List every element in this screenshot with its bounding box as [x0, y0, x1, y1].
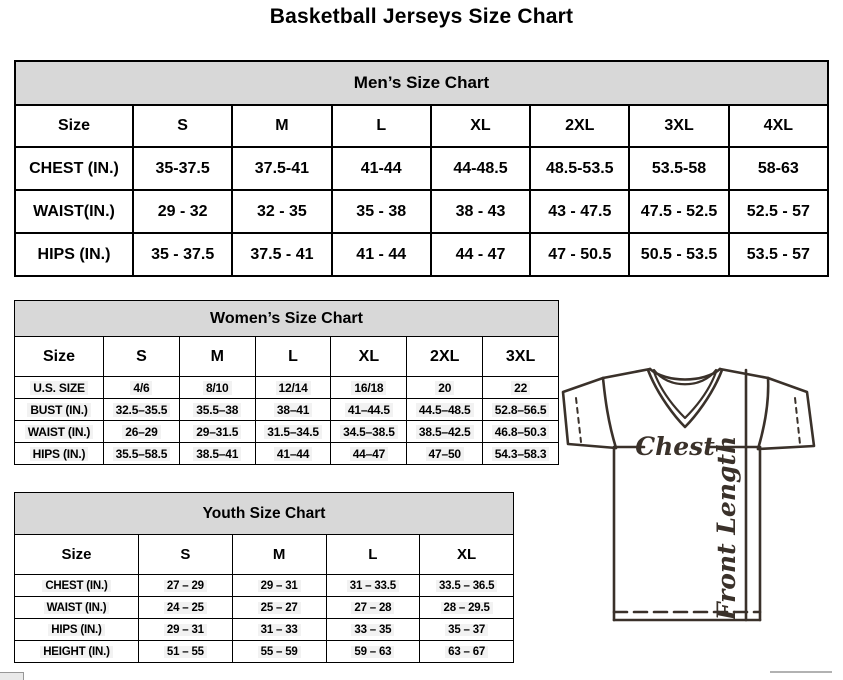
size-value-cell: 43 - 47.5: [530, 190, 629, 233]
youth-size-header-row: [15, 535, 514, 575]
chest-label: Chest: [635, 432, 715, 461]
size-col-header: M: [232, 535, 326, 575]
mens-size-header-row: [15, 105, 828, 147]
size-value-cell: 59 – 63: [326, 641, 420, 663]
row-label: HIPS (IN.): [15, 619, 139, 641]
youth-height-row: [15, 641, 514, 663]
page-title: Basketball Jerseys Size Chart: [269, 5, 574, 28]
row-label: WAIST(IN.): [15, 190, 133, 233]
size-col-header: S: [104, 337, 180, 377]
cropped-fragment-bottom-right: [770, 671, 832, 673]
size-value-cell: 34.5–38.5: [331, 421, 407, 443]
mens-waist-row: [15, 190, 828, 233]
size-col-header: XL: [420, 535, 514, 575]
size-value-cell: 37.5 - 41: [232, 233, 331, 276]
jersey-collar-back: [650, 369, 720, 380]
size-col-header: S: [139, 535, 233, 575]
row-label: WAIST (IN.): [15, 421, 104, 443]
size-col-header: L: [326, 535, 420, 575]
womens-hips-row: [15, 443, 559, 465]
size-value-cell: 32 - 35: [232, 190, 331, 233]
size-value-cell: 27 – 29: [139, 575, 233, 597]
size-value-cell: 22: [483, 377, 559, 399]
mens-chest-row: [15, 147, 828, 190]
size-value-cell: 35.5–58.5: [104, 443, 180, 465]
size-value-cell: 44 - 47: [431, 233, 530, 276]
jersey-cuff-dashed-left: [576, 398, 581, 442]
jersey-measurement-diagram: [548, 358, 836, 630]
size-value-cell: 32.5–35.5: [104, 399, 180, 421]
womens-us-size-row: [15, 377, 559, 399]
size-value-cell: 41–44.5: [331, 399, 407, 421]
size-col-header: 2XL: [407, 337, 483, 377]
size-value-cell: 31 – 33.5: [326, 575, 420, 597]
row-label: CHEST (IN.): [15, 575, 139, 597]
size-value-cell: 63 – 67: [420, 641, 514, 663]
size-value-cell: 28 – 29.5: [420, 597, 514, 619]
size-value-cell: 41-44: [332, 147, 431, 190]
size-value-cell: 50.5 - 53.5: [629, 233, 728, 276]
size-value-cell: 31.5–34.5: [255, 421, 331, 443]
jersey-sleeve-seam-right: [758, 378, 768, 449]
womens-size-corner-label: Size: [15, 337, 104, 377]
size-value-cell: 44.5–48.5: [407, 399, 483, 421]
size-value-cell: 52.5 - 57: [729, 190, 828, 233]
size-value-cell: 29–31.5: [179, 421, 255, 443]
row-label: HIPS (IN.): [15, 443, 104, 465]
womens-waist-row: [15, 421, 559, 443]
front-length-label: Front Length: [712, 435, 741, 621]
size-value-cell: 29 - 32: [133, 190, 232, 233]
size-value-cell: 35-37.5: [133, 147, 232, 190]
womens-bust-row: [15, 399, 559, 421]
size-value-cell: 16/18: [331, 377, 407, 399]
size-value-cell: 25 – 27: [232, 597, 326, 619]
womens-size-chart-table: [14, 300, 559, 465]
size-value-cell: 8/10: [179, 377, 255, 399]
size-col-header: 3XL: [629, 105, 728, 147]
mens-size-chart-table: [14, 60, 829, 277]
size-value-cell: 47–50: [407, 443, 483, 465]
size-col-header: XL: [431, 105, 530, 147]
size-value-cell: 38.5–41: [179, 443, 255, 465]
jersey-cuff-dashed-right: [795, 398, 800, 444]
size-col-header: 3XL: [483, 337, 559, 377]
youth-table-title: Youth Size Chart: [15, 493, 514, 535]
size-col-header: L: [255, 337, 331, 377]
row-label: WAIST (IN.): [15, 597, 139, 619]
jersey-sleeve-seam-left: [603, 378, 616, 448]
size-value-cell: 35.5–38: [179, 399, 255, 421]
jersey-shoulder-right: [720, 369, 768, 378]
size-value-cell: 35 - 37.5: [133, 233, 232, 276]
size-value-cell: 37.5-41: [232, 147, 331, 190]
size-value-cell: 48.5-53.5: [530, 147, 629, 190]
size-value-cell: 33.5 – 36.5: [420, 575, 514, 597]
size-value-cell: 38 - 43: [431, 190, 530, 233]
youth-size-chart-table: [14, 492, 514, 663]
size-value-cell: 26–29: [104, 421, 180, 443]
row-label: U.S. SIZE: [15, 377, 104, 399]
youth-chest-row: [15, 575, 514, 597]
jersey-shoulder-left: [603, 369, 650, 378]
size-value-cell: 38.5–42.5: [407, 421, 483, 443]
size-value-cell: 41–44: [255, 443, 331, 465]
size-value-cell: 4/6: [104, 377, 180, 399]
size-value-cell: 55 – 59: [232, 641, 326, 663]
size-col-header: 4XL: [729, 105, 828, 147]
size-value-cell: 53.5-58: [629, 147, 728, 190]
size-value-cell: 29 – 31: [232, 575, 326, 597]
size-value-cell: 52.8–56.5: [483, 399, 559, 421]
size-col-header: XL: [331, 337, 407, 377]
size-value-cell: 35 - 38: [332, 190, 431, 233]
size-value-cell: 46.8–50.3: [483, 421, 559, 443]
size-value-cell: 58-63: [729, 147, 828, 190]
size-col-header: M: [179, 337, 255, 377]
row-label: CHEST (IN.): [15, 147, 133, 190]
size-value-cell: 47 - 50.5: [530, 233, 629, 276]
youth-size-corner-label: Size: [15, 535, 139, 575]
size-value-cell: 38–41: [255, 399, 331, 421]
size-value-cell: 44–47: [331, 443, 407, 465]
mens-size-corner-label: Size: [15, 105, 133, 147]
youth-waist-row: [15, 597, 514, 619]
size-value-cell: 33 – 35: [326, 619, 420, 641]
size-value-cell: 47.5 - 52.5: [629, 190, 728, 233]
size-value-cell: 51 – 55: [139, 641, 233, 663]
mens-hips-row: [15, 233, 828, 276]
size-value-cell: 29 – 31: [139, 619, 233, 641]
size-value-cell: 20: [407, 377, 483, 399]
size-value-cell: 35 – 37: [420, 619, 514, 641]
size-col-header: M: [232, 105, 331, 147]
size-col-header: S: [133, 105, 232, 147]
size-value-cell: 27 – 28: [326, 597, 420, 619]
womens-table-title: Women’s Size Chart: [15, 301, 559, 337]
size-value-cell: 31 – 33: [232, 619, 326, 641]
size-value-cell: 12/14: [255, 377, 331, 399]
row-label: BUST (IN.): [15, 399, 104, 421]
youth-hips-row: [15, 619, 514, 641]
size-value-cell: 41 - 44: [332, 233, 431, 276]
size-col-header: L: [332, 105, 431, 147]
size-col-header: 2XL: [530, 105, 629, 147]
size-value-cell: 54.3–58.3: [483, 443, 559, 465]
size-value-cell: 24 – 25: [139, 597, 233, 619]
mens-table-title: Men’s Size Chart: [15, 61, 828, 105]
size-value-cell: 53.5 - 57: [729, 233, 828, 276]
size-value-cell: 44-48.5: [431, 147, 530, 190]
womens-size-header-row: [15, 337, 559, 377]
row-label: HEIGHT (IN.): [15, 641, 139, 663]
row-label: HIPS (IN.): [15, 233, 133, 276]
